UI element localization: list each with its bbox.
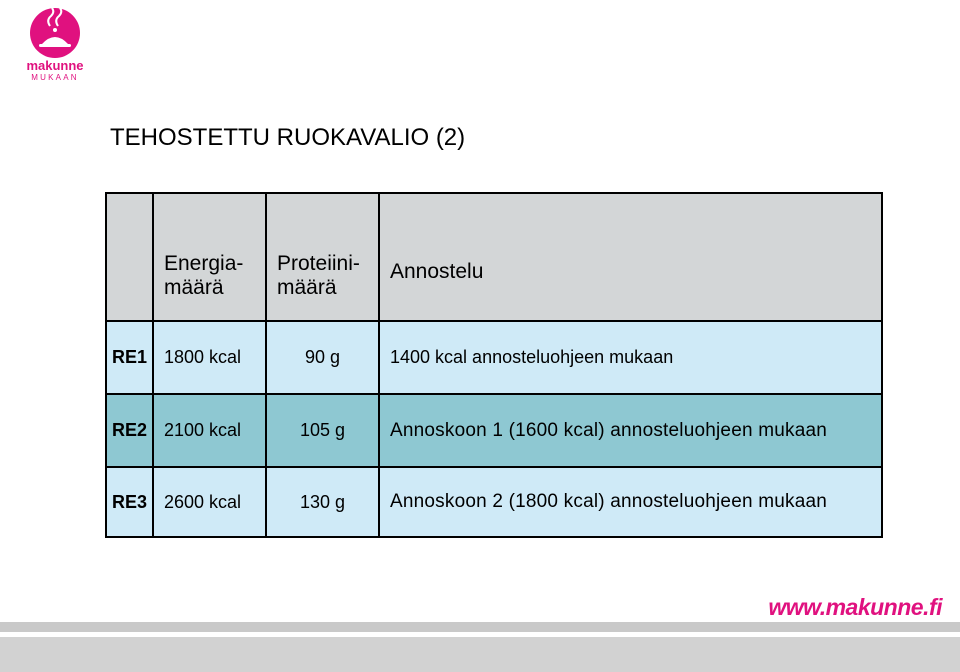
row-protein: 105 g <box>266 394 379 467</box>
footer-url: www.makunne.fi <box>768 594 942 620</box>
row-portion: Annoskoon 2 (1800 kcal) annosteluohjeen mukaan <box>379 467 882 537</box>
row-protein: 90 g <box>266 321 379 394</box>
cloche-plate <box>39 44 71 47</box>
header-energy: Energia- määrä <box>153 193 266 321</box>
header-empty-cell <box>106 193 153 321</box>
header-portion: Annostelu <box>379 193 882 321</box>
row-portion: Annoskoon 1 (1600 kcal) annosteluohjeen mukaan <box>379 394 882 467</box>
row-protein: 130 g <box>266 467 379 537</box>
logo-tagline: MUKAAN <box>31 73 79 82</box>
logo-circle <box>30 8 80 58</box>
table-row <box>106 394 882 467</box>
header-protein: Proteiini- määrä <box>266 193 379 321</box>
table-header-row <box>106 193 882 321</box>
table-row <box>106 467 882 537</box>
footer-bar <box>0 637 960 672</box>
row-energy: 1800 kcal <box>153 321 266 394</box>
page-title: TEHOSTETTU RUOKAVALIO (2) <box>110 124 466 151</box>
row-id: RE2 <box>106 394 153 467</box>
makunne-logo <box>22 6 88 82</box>
row-portion: 1400 kcal annosteluohjeen mukaan <box>379 321 882 394</box>
table-row <box>106 321 882 394</box>
row-id: RE3 <box>106 467 153 537</box>
footer-divider <box>0 622 960 632</box>
cloche-knob <box>53 28 57 32</box>
logo-name: makunne <box>26 58 84 73</box>
row-energy: 2600 kcal <box>153 467 266 537</box>
row-energy: 2100 kcal <box>153 394 266 467</box>
row-id: RE1 <box>106 321 153 394</box>
diet-table <box>105 192 883 538</box>
